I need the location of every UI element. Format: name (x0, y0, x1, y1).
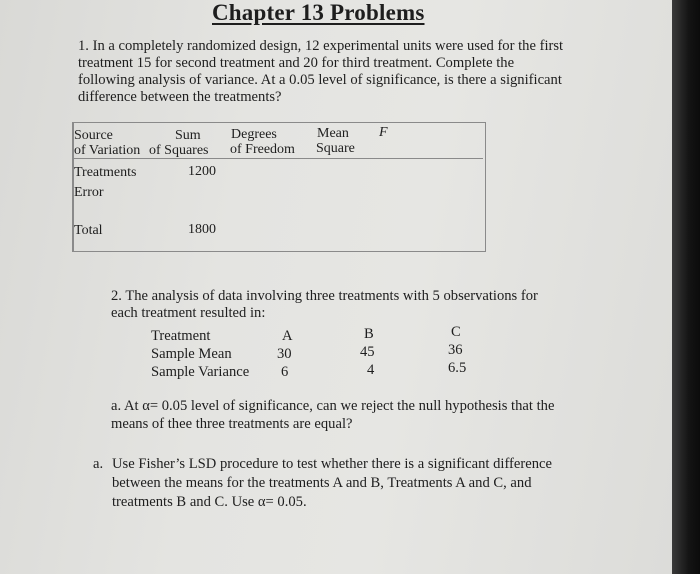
header-of-squares: of Squares (149, 143, 209, 158)
row-source-treatments: Treatments (74, 165, 137, 180)
row-ss-total: 1800 (188, 222, 216, 237)
header-of-freedom: of Freedom (230, 142, 295, 157)
row-ss-treatments: 1200 (188, 164, 216, 179)
header-f: F (379, 125, 388, 140)
mean-b: 45 (360, 344, 375, 360)
header-degrees: Degrees (231, 127, 277, 142)
problem-1-line-1: 1. In a completely randomized design, 12 experimental units were used for the first (78, 38, 564, 54)
header-of-variation: of Variation (74, 143, 141, 158)
label-sample-variance: Sample Variance (151, 364, 250, 380)
variance-c: 6.5 (448, 360, 467, 376)
part-a-line-1: a. At α= 0.05 level of significance, can we reject the null hypothesis that the (111, 398, 555, 414)
treatment-c: C (451, 324, 461, 340)
part-b-line-1: Use Fisher’s LSD procedure to test whether there is a significant difference (112, 456, 552, 472)
label-treatment: Treatment (151, 328, 211, 344)
part-b-marker: a. (93, 456, 104, 472)
dark-background-edge (672, 0, 700, 574)
mean-a: 30 (277, 346, 292, 362)
header-sum: Sum (175, 128, 201, 143)
treatment-a: A (282, 328, 293, 344)
mean-c: 36 (448, 342, 463, 358)
part-b-line-2: between the means for the treatments A and B, Treatments A and C, and (112, 475, 532, 491)
problem-1-line-3: following analysis of variance. At a 0.05 level of significance, is there a significant (78, 72, 562, 88)
header-square: Square (316, 141, 355, 156)
variance-a: 6 (281, 364, 289, 380)
problem-2-line-1: 2. The analysis of data involving three treatments with 5 observations for (111, 288, 538, 304)
part-b-line-3: treatments B and C. Use α= 0.05. (112, 494, 307, 510)
problem-1-line-2: treatment 15 for second treatment and 20 for third treatment. Complete the (78, 55, 515, 71)
row-source-error: Error (74, 185, 104, 200)
header-mean: Mean (317, 126, 349, 141)
page-title: Chapter 13 Problems (212, 0, 425, 25)
variance-b: 4 (367, 362, 375, 378)
problem-1-line-4: difference between the treatments? (78, 89, 282, 105)
problem-2-line-2: each treatment resulted in: (111, 305, 266, 321)
part-a-line-2: means of thee three treatments are equal? (111, 416, 353, 432)
row-source-total: Total (74, 223, 103, 238)
label-sample-mean: Sample Mean (151, 346, 232, 362)
header-source: Source (74, 128, 113, 143)
treatment-b: B (364, 326, 374, 342)
